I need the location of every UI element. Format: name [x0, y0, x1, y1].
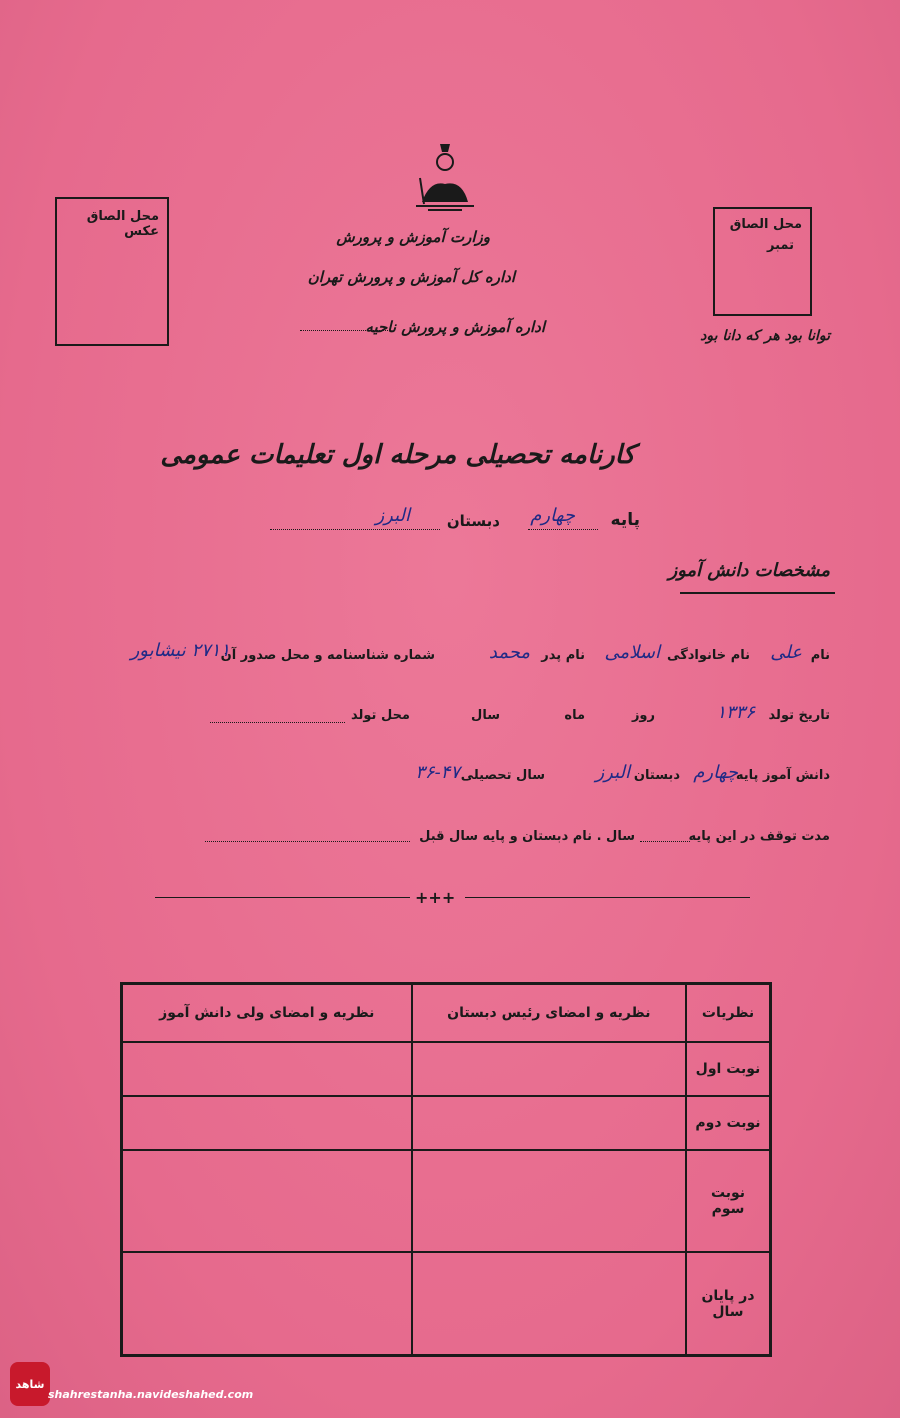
photo-box-label: محل الصاق عکس — [86, 209, 159, 239]
principal-cell — [412, 1042, 686, 1096]
name-value: علی — [770, 642, 802, 663]
year-label: سال — [471, 708, 500, 723]
watermark-logo: شاهد — [10, 1362, 50, 1406]
table-row — [122, 1096, 771, 1150]
id-value: ۲۷۱۱ نیشابور — [130, 640, 230, 661]
stay-label: مدت توقف در این پایه — [688, 829, 830, 844]
family-value: اسلامی — [604, 642, 660, 663]
ministry-line: وزارت آموزش و پرورش — [336, 228, 490, 246]
birthplace-label: محل تولد — [351, 708, 410, 723]
academic-year-label: سال تحصیلی — [460, 768, 545, 783]
principal-cell — [412, 1096, 686, 1150]
school-value: البرز — [375, 505, 410, 526]
guardian-cell — [122, 1096, 412, 1150]
row-label-third: نوبت سوم — [686, 1150, 771, 1252]
general-office-line: اداره کل آموزش و پرورش تهران — [307, 268, 515, 286]
photo-box — [55, 197, 169, 346]
birth-label: تاریخ تولد — [768, 708, 830, 723]
guardian-cell — [122, 1252, 412, 1356]
table-row — [122, 1252, 771, 1356]
district-office-line: اداره آموزش و پرورش ناحیه — [365, 318, 545, 336]
separator-right-line — [465, 897, 750, 898]
guardian-cell — [122, 1150, 412, 1252]
table-row — [122, 1150, 771, 1252]
field-row-stay — [205, 823, 830, 853]
field-row-birth — [210, 702, 830, 732]
page-title: کارنامه تحصیلی مرحله اول تعلیمات عمومی — [160, 440, 635, 470]
header-principal: نظریه و امضای رئیس دبستان — [412, 984, 686, 1043]
school-dotline — [270, 529, 440, 530]
separator-left-line — [155, 897, 410, 898]
field-row-student — [230, 762, 830, 792]
header-guardian: نظریه و امضای ولی دانش آموز — [122, 984, 412, 1043]
academic-year-value: ۳۶-۴۷ — [415, 762, 460, 783]
school-label: دبستان — [446, 512, 500, 530]
student-grade-value: چهارم — [693, 762, 738, 783]
row-label-first: نوبت اول — [686, 1042, 771, 1096]
section-heading: مشخصات دانش آموز — [668, 560, 830, 581]
separator-mark: +++ — [415, 888, 456, 907]
row-label-end: در پایان سال — [686, 1252, 771, 1356]
name-label: نام — [810, 648, 830, 663]
stamp-box-label: محل الصاق — [729, 217, 802, 232]
id-label: شماره شناسنامه و محل صدور آن — [220, 648, 435, 663]
header-opinions: نظریات — [686, 984, 771, 1043]
stay-year-label: سال . نام دبستان و پایه سال قبل — [419, 829, 635, 844]
student-school-value: البرز — [595, 762, 630, 783]
father-value: محمد — [488, 642, 530, 663]
section-underline — [680, 592, 835, 594]
guardian-cell — [122, 1042, 412, 1096]
grade-label: پایه — [610, 510, 640, 530]
grade-dotline — [528, 529, 598, 530]
opinions-table — [120, 982, 772, 1357]
row-label-second: نوبت دوم — [686, 1096, 771, 1150]
field-row-name — [50, 640, 830, 674]
stamp-box — [713, 207, 812, 316]
birth-value: ۱۳۳۶ — [716, 702, 755, 723]
previous-school-dotline — [205, 841, 410, 842]
month-label: ماه — [564, 708, 585, 723]
student-grade-label: دانش آموز پایه — [735, 768, 830, 783]
stay-dotline — [640, 841, 690, 842]
grade-value: چهارم — [530, 505, 575, 526]
day-label: روز — [631, 708, 655, 723]
watermark-url: shahrestanha.navideshahed.com — [48, 1388, 254, 1401]
family-label: نام خانوادگی — [667, 648, 750, 663]
principal-cell — [412, 1150, 686, 1252]
father-label: نام پدر — [541, 648, 585, 663]
birthplace-dotline — [210, 722, 345, 723]
district-dotline — [300, 330, 388, 331]
lion-and-sun-emblem — [410, 140, 480, 220]
student-school-label: دبستان — [633, 768, 680, 783]
motto: توانا بود هر که دانا بود — [700, 328, 830, 344]
table-header-row — [122, 984, 771, 1043]
stamp-box-sublabel: تمبر — [767, 238, 794, 253]
principal-cell — [412, 1252, 686, 1356]
table-row — [122, 1042, 771, 1096]
grade-line — [270, 505, 640, 535]
